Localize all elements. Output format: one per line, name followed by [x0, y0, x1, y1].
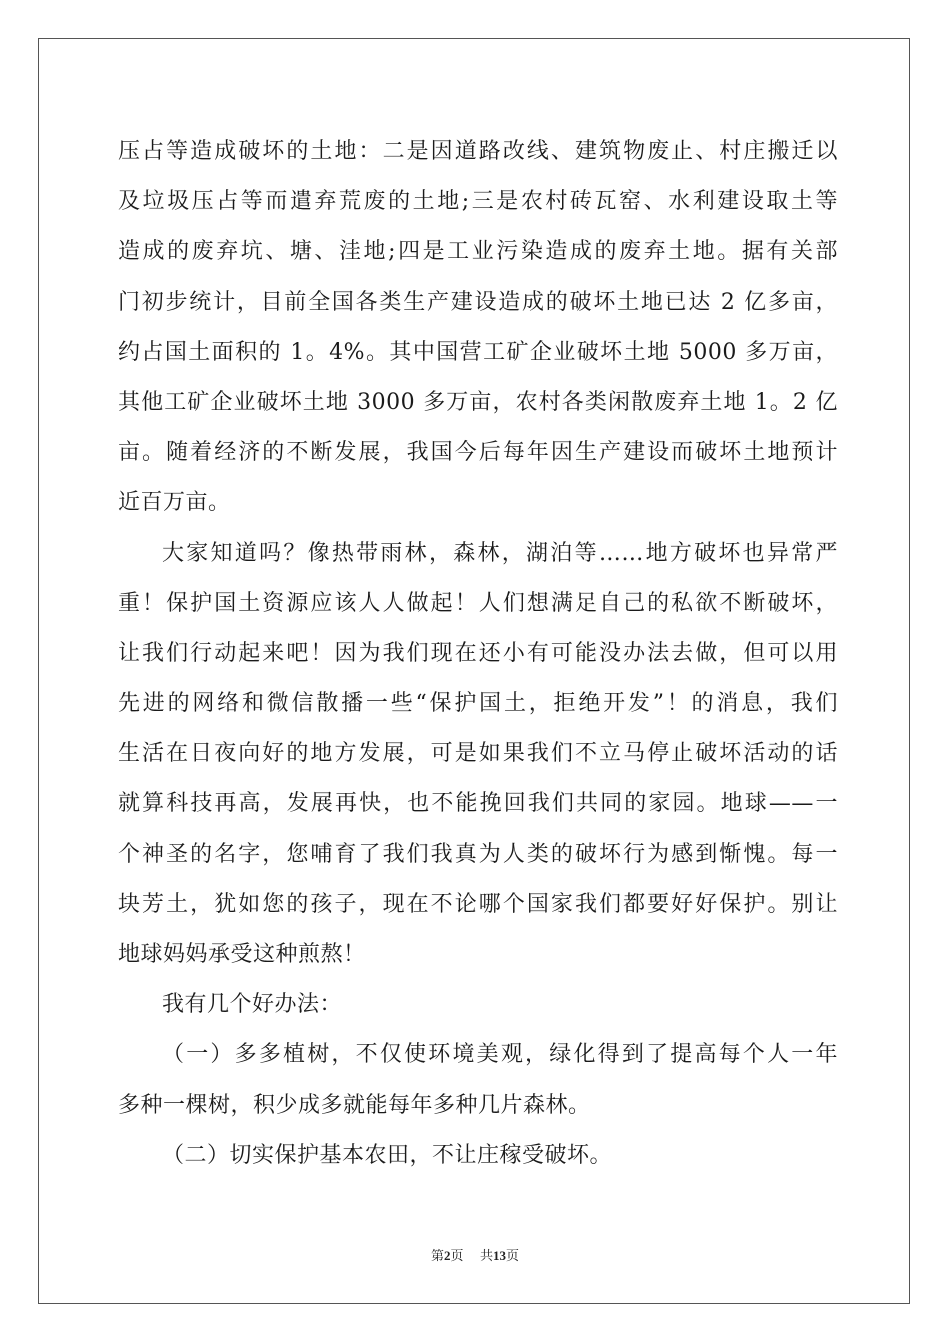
text-line: 让我们行动起来吧！因为我们现在还小有可能没办法去做，但可以用: [118, 640, 838, 666]
text-line: 及垃圾压占等而遣弃荒废的土地;三是农村砖瓦窑、水利建设取土等: [118, 189, 838, 215]
text-line: 多种一棵树，积少成多就能每年多种几片森林。: [118, 1092, 591, 1118]
text-line: 造成的废弃坑、塘、洼地;四是工业污染造成的废弃土地。据有关部: [118, 239, 838, 265]
text-line: 近百万亩。: [118, 490, 231, 516]
document-body: [118, 127, 838, 1181]
text-line: 亩。随着经济的不断发展，我国今后每年因生产建设而破坏土地预计: [118, 440, 838, 466]
text-line: 生活在日夜向好的地方发展，可是如果我们不立马停止破坏活动的话: [118, 741, 838, 767]
footer-prefix: 第: [430, 1249, 444, 1264]
text-line: 个神圣的名字，您哺育了我们我真为人类的破坏行为感到惭愧。每一: [118, 841, 838, 867]
text-line: 地球妈妈承受这种煎熬！: [118, 942, 366, 967]
footer-total-suffix: 页: [506, 1249, 520, 1264]
text-line: 重！保护国土资源应该人人做起！人们想满足自己的私欲不断破坏，: [118, 590, 838, 616]
text-line: 其他工矿企业破坏土地 3000 多万亩，农村各类闲散废弃土地 1。2 亿: [118, 389, 838, 415]
text-line: 门初步统计，目前全国各类生产建设造成的破坏土地已达 2 亿多亩，: [118, 289, 838, 315]
text-line: 约占国土面积的 1。4%。其中国营工矿企业破坏土地 5000 多万亩，: [118, 339, 838, 365]
page-footer: [0, 1245, 950, 1264]
footer-total-pages: 13: [493, 1248, 507, 1263]
text-line: 先进的网络和微信散播一些“保护国土，拒绝开发”！的消息，我们: [118, 691, 838, 717]
text-line: （一）多多植树，不仅使环境美观，绿化得到了提高每个人一年: [162, 1042, 838, 1068]
text-line: （二）切实保护基本农田，不让庄稼受破坏。: [162, 1142, 613, 1168]
text-line: 压占等造成破坏的土地：二是因道路改线、建筑物废止、村庄搬迁以: [118, 139, 838, 164]
text-line: 就算科技再高，发展再快，也不能挽回我们共同的家园。地球——一: [118, 791, 838, 817]
footer-page-number: 2: [443, 1248, 451, 1263]
text-line: 我有几个好办法：: [162, 992, 343, 1018]
footer-page-suffix: 页: [450, 1249, 464, 1264]
footer-total-prefix: 共: [480, 1249, 494, 1264]
text-line: 块芳土，犹如您的孩子，现在不论哪个国家我们都要好好保护。别让: [118, 891, 838, 917]
text-line: 大家知道吗？像热带雨林，森林，湖泊等……地方破坏也异常严: [162, 540, 838, 566]
